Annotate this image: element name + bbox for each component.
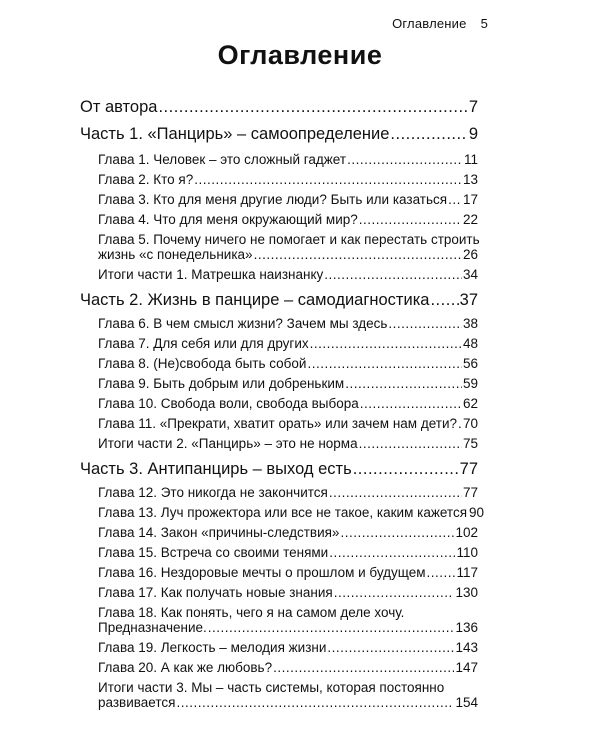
leader-dots bbox=[360, 397, 462, 411]
toc-chapter-page: 38 bbox=[462, 316, 478, 331]
running-header bbox=[392, 16, 488, 31]
leader-dots bbox=[194, 173, 462, 187]
toc-part-2[interactable] bbox=[80, 291, 478, 310]
toc-chapter-page: 26 bbox=[462, 247, 478, 262]
leader-dots bbox=[359, 213, 462, 227]
toc-chapter-label: Итоги части 2. «Панцирь» – это не норма bbox=[98, 436, 358, 451]
leader-dots bbox=[353, 461, 459, 478]
toc-chapter-page: 110 bbox=[456, 545, 478, 560]
leader-dots bbox=[324, 268, 462, 282]
toc-chapter-label: Глава 19. Легкость – мелодия жизни bbox=[98, 640, 327, 655]
toc-chapter-label: Глава 7. Для себя или для других bbox=[98, 336, 309, 351]
toc-chapter-20[interactable] bbox=[80, 660, 478, 675]
toc-chapter-11[interactable] bbox=[80, 416, 478, 431]
toc-chapter-label: Глава 14. Закон «причины-следствия» bbox=[98, 525, 340, 540]
toc-chapter-page: 17 bbox=[462, 192, 478, 207]
leader-dots bbox=[427, 566, 456, 580]
toc-chapter-label: Глава 16. Нездоровые мечты о прошлом и будущем bbox=[98, 565, 426, 580]
toc-chapter-page: 13 bbox=[462, 172, 478, 187]
toc-chapter-label-line2: жизнь «с понедельника» bbox=[98, 247, 253, 262]
toc-chapter-page: 34 bbox=[462, 267, 478, 282]
toc-chapter-page: 154 bbox=[455, 695, 478, 710]
toc-chapter-page: 147 bbox=[455, 660, 478, 675]
toc-chapter-label: Глава 10. Свобода воли, свобода выбора bbox=[98, 396, 359, 411]
toc-chapter-label-line1: Глава 5. Почему ничего не помогает и как перестать строить bbox=[98, 232, 480, 247]
toc-chapter-label: Глава 9. Быть добрым или добреньким bbox=[98, 376, 345, 391]
toc-chapter-label: Глава 4. Что для меня окружающий мир? bbox=[98, 212, 358, 227]
toc-chapter-9[interactable] bbox=[80, 376, 478, 391]
table-of-contents bbox=[80, 98, 485, 715]
toc-chapter-label: Глава 8. (Не)свобода быть собой bbox=[98, 356, 307, 371]
leader-dots bbox=[158, 99, 467, 116]
toc-chapter-13[interactable] bbox=[80, 505, 485, 520]
toc-part-label: Часть 1. «Панцирь» – самоопределение bbox=[80, 125, 390, 143]
toc-chapter-label: Глава 3. Кто для меня другие люди? Быть или казаться bbox=[98, 192, 448, 207]
toc-chapter-label-line1: Глава 18. Как понять, чего я на самом деле хочу. bbox=[98, 605, 405, 620]
toc-chapter-label: Глава 17. Как получать новые знания bbox=[98, 585, 333, 600]
toc-chapter-page: 22 bbox=[462, 212, 478, 227]
toc-chapter-page: 130 bbox=[455, 585, 478, 600]
leader-dots bbox=[254, 248, 462, 262]
toc-chapter-page: 77 bbox=[462, 485, 478, 500]
toc-chapter-page: 90 bbox=[469, 505, 485, 520]
toc-chapter-6[interactable] bbox=[80, 316, 478, 331]
leader-dots bbox=[273, 661, 454, 675]
toc-part-2-summary[interactable] bbox=[80, 436, 478, 451]
toc-chapter-label: Глава 1. Человек – это сложный гаджет bbox=[98, 152, 347, 167]
leader-dots bbox=[310, 337, 462, 351]
toc-chapter-12[interactable] bbox=[80, 485, 478, 500]
toc-chapter-label-line2: развивается bbox=[98, 695, 176, 710]
leader-dots bbox=[347, 153, 463, 167]
toc-part-1-summary[interactable] bbox=[80, 267, 478, 282]
running-header-page-number: 5 bbox=[480, 16, 488, 31]
toc-chapter-page: 117 bbox=[456, 565, 478, 580]
toc-chapter-1[interactable] bbox=[80, 152, 478, 167]
leader-dots bbox=[329, 486, 462, 500]
leader-dots bbox=[388, 317, 462, 331]
toc-chapter-2[interactable] bbox=[80, 172, 478, 187]
toc-chapter-page: 48 bbox=[462, 336, 478, 351]
toc-chapter-label: Глава 6. В чем смысл жизни? Зачем мы здесь bbox=[98, 316, 388, 331]
toc-chapter-page: 59 bbox=[462, 376, 478, 391]
toc-chapter-label: Итоги части 1. Матрешка наизнанку bbox=[98, 267, 324, 282]
leader-dots bbox=[307, 357, 462, 371]
toc-chapter-page: 102 bbox=[455, 525, 478, 540]
toc-chapter-16[interactable] bbox=[80, 565, 478, 580]
toc-part-page: 9 bbox=[468, 125, 478, 143]
leader-dots bbox=[176, 696, 454, 710]
leader-dots bbox=[345, 377, 462, 391]
leader-dots bbox=[334, 586, 455, 600]
toc-part-label: Часть 2. Жизнь в панцире – самодиагностика bbox=[80, 291, 430, 309]
toc-part-3[interactable] bbox=[80, 460, 478, 479]
toc-chapter-page: 56 bbox=[462, 356, 478, 371]
toc-part-page: 77 bbox=[459, 460, 478, 478]
leader-dots bbox=[359, 437, 462, 451]
toc-chapter-page: 70 bbox=[462, 416, 478, 431]
toc-chapter-label: Глава 20. А как же любовь? bbox=[98, 660, 273, 675]
toc-chapter-19[interactable] bbox=[80, 640, 478, 655]
toc-chapter-page: 136 bbox=[455, 620, 478, 635]
leader-dots bbox=[448, 193, 462, 207]
leader-dots bbox=[208, 621, 455, 635]
toc-chapter-label-line1: Итоги части 3. Мы – часть системы, которая постоянно bbox=[98, 680, 445, 695]
leader-dots bbox=[430, 292, 458, 309]
leader-dots bbox=[390, 126, 467, 143]
toc-chapter-15[interactable] bbox=[80, 545, 478, 560]
toc-chapter-label: Глава 12. Это никогда не закончится bbox=[98, 485, 328, 500]
toc-chapter-10[interactable] bbox=[80, 396, 478, 411]
toc-chapter-label: Глава 13. Луч прожектора или все не такое, каким кажется bbox=[98, 505, 468, 520]
toc-chapter-label: Глава 2. Кто я? bbox=[98, 172, 194, 187]
toc-chapter-page: 75 bbox=[462, 436, 478, 451]
toc-chapter-8[interactable] bbox=[80, 356, 478, 371]
toc-chapter-17[interactable] bbox=[80, 585, 478, 600]
toc-part-label: Часть 3. Антипанцирь – выход есть bbox=[80, 460, 352, 478]
toc-part-1[interactable] bbox=[80, 125, 478, 144]
toc-chapter-page: 62 bbox=[462, 396, 478, 411]
leader-dots bbox=[340, 526, 454, 540]
toc-chapter-label-line2: Предназначение. bbox=[98, 620, 207, 635]
leader-dots bbox=[329, 546, 455, 560]
toc-entry-author[interactable] bbox=[80, 98, 478, 117]
toc-chapter-5[interactable] bbox=[80, 232, 478, 262]
toc-part-3-summary[interactable] bbox=[80, 680, 478, 710]
toc-chapter-label: Глава 15. Встреча со своими тенями bbox=[98, 545, 329, 560]
toc-chapter-page: 11 bbox=[463, 152, 478, 167]
page-title: Оглавление bbox=[217, 40, 383, 70]
toc-chapter-4[interactable] bbox=[80, 212, 478, 227]
leader-dots bbox=[458, 417, 462, 431]
leader-dots bbox=[327, 641, 454, 655]
running-header-section: Оглавление bbox=[392, 16, 467, 31]
toc-chapter-7[interactable] bbox=[80, 336, 478, 351]
toc-part-page: 37 bbox=[459, 291, 478, 309]
toc-chapter-14[interactable] bbox=[80, 525, 478, 540]
toc-chapter-18[interactable] bbox=[80, 605, 478, 635]
toc-chapter-page: 143 bbox=[455, 640, 478, 655]
toc-chapter-label: Глава 11. «Прекрати, хватит орать» или зачем нам дети? bbox=[98, 416, 458, 431]
toc-entry-label: От автора bbox=[80, 98, 158, 116]
toc-entry-page: 7 bbox=[468, 98, 478, 116]
toc-chapter-3[interactable] bbox=[80, 192, 478, 207]
